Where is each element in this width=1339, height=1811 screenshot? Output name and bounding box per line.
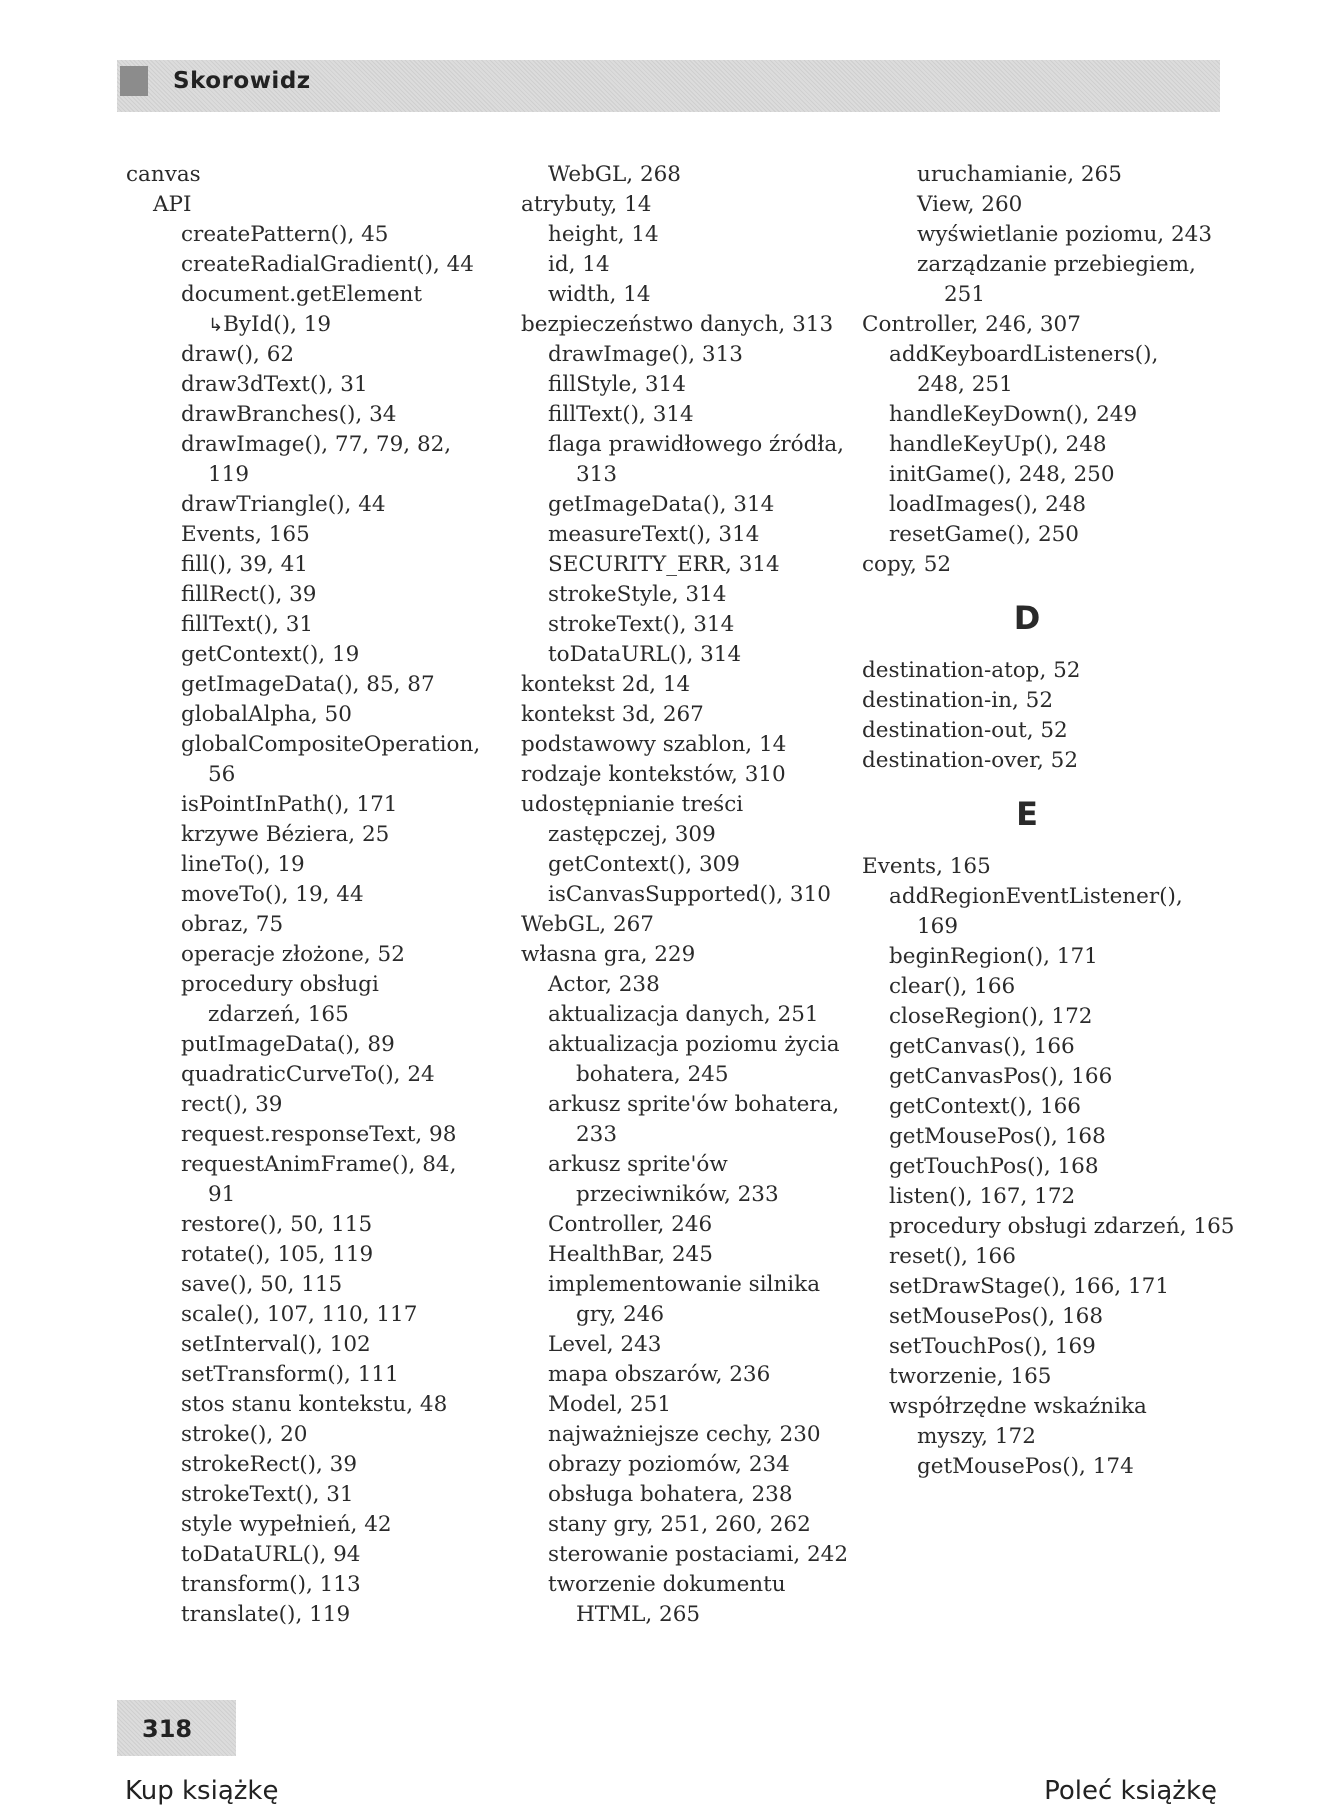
- index-entry-text: HTML, 265: [576, 1602, 701, 1627]
- index-entry: [126, 1270, 476, 1300]
- index-entry-text: draw3dText(), 31: [181, 372, 368, 397]
- index-entry-text: 119: [208, 462, 250, 487]
- buy-book-link[interactable]: Kup książkę: [125, 1776, 279, 1806]
- index-entry-text: procedury obsługi zdarzeń, 165: [889, 1214, 1235, 1239]
- index-column-3: [862, 160, 1235, 1482]
- index-entry: [126, 670, 476, 700]
- index-entry-text: quadraticCurveTo(), 24: [181, 1062, 435, 1087]
- index-entry-text: request.responseText, 98: [181, 1122, 457, 1147]
- index-entry: [126, 1000, 476, 1030]
- index-entry: [521, 1240, 851, 1270]
- index-entry: [521, 700, 851, 730]
- index-entry-text: rotate(), 105, 119: [181, 1242, 374, 1267]
- index-entry-text: style wypełnień, 42: [181, 1512, 392, 1537]
- index-entry: [862, 1032, 1222, 1062]
- index-entry: [126, 310, 476, 340]
- index-entry: [862, 686, 1222, 716]
- index-entry-text: atrybuty, 14: [521, 192, 652, 217]
- index-entry: [126, 1510, 476, 1540]
- index-column-1: [126, 160, 481, 1630]
- index-entry-text: myszy, 172: [917, 1424, 1036, 1449]
- index-entry-text: getTouchPos(), 168: [889, 1154, 1099, 1179]
- index-entry-text: Controller, 246, 307: [862, 312, 1081, 337]
- index-entry: [862, 1182, 1222, 1212]
- index-entry-text: udostępnianie treści: [521, 792, 744, 817]
- index-entry-text: aktualizacja danych, 251: [548, 1002, 819, 1027]
- index-entry-text: ById(), 19: [223, 312, 332, 337]
- index-entry: [126, 280, 476, 310]
- index-entry: [126, 160, 476, 190]
- index-entry: [521, 1360, 851, 1390]
- index-entry-text: arkusz sprite'ów bohatera,: [548, 1092, 840, 1117]
- index-entry-text: getMousePos(), 174: [917, 1454, 1134, 1479]
- index-entry: [521, 730, 851, 760]
- index-entry: [862, 1392, 1222, 1422]
- index-entry: [126, 940, 476, 970]
- index-entry-text: rodzaje kontekstów, 310: [521, 762, 786, 787]
- index-entry-text: wyświetlanie poziomu, 243: [917, 222, 1212, 247]
- index-entry-text: isCanvasSupported(), 310: [548, 882, 831, 907]
- index-entry: [126, 580, 476, 610]
- index-entry: [862, 1302, 1222, 1332]
- index-entry: [862, 746, 1222, 776]
- index-entry-text: SECURITY_ERR, 314: [548, 552, 780, 577]
- index-entry-text: kontekst 2d, 14: [521, 672, 691, 697]
- index-entry: [862, 1452, 1222, 1482]
- index-entry-text: Events, 165: [862, 854, 991, 879]
- index-entry: [862, 1212, 1235, 1242]
- index-entry-text: setTransform(), 111: [181, 1362, 399, 1387]
- index-entry: [521, 400, 851, 430]
- continuation-arrow-icon: ↳: [208, 315, 224, 336]
- section-letter: E: [1016, 795, 1038, 833]
- index-entry-text: mapa obszarów, 236: [548, 1362, 771, 1387]
- index-entry-text: drawImage(), 77, 79, 82,: [181, 432, 452, 457]
- index-entry: [521, 1420, 851, 1450]
- index-entry: [862, 1122, 1222, 1152]
- index-entry-text: lineTo(), 19: [181, 852, 305, 877]
- index-entry-text: measureText(), 314: [548, 522, 760, 547]
- index-entry: [126, 1180, 476, 1210]
- index-entry-text: własna gra, 229: [521, 942, 696, 967]
- index-entry: [862, 1062, 1222, 1092]
- index-entry-text: draw(), 62: [181, 342, 295, 367]
- header-marker: [120, 66, 148, 96]
- index-entry: [126, 1300, 476, 1330]
- index-entry-text: height, 14: [548, 222, 659, 247]
- index-entry: [126, 1420, 476, 1450]
- index-entry-text: Events, 165: [181, 522, 310, 547]
- index-entry-text: transform(), 113: [181, 1572, 361, 1597]
- index-entry-text: implementowanie silnika: [548, 1272, 821, 1297]
- index-entry-text: getContext(), 19: [181, 642, 360, 667]
- index-entry-text: destination-atop, 52: [862, 658, 1081, 683]
- index-entry-text: translate(), 119: [181, 1602, 351, 1627]
- index-entry-text: strokeText(), 31: [181, 1482, 354, 1507]
- index-entry: [521, 1390, 851, 1420]
- index-entry: [862, 1362, 1222, 1392]
- index-entry-text: destination-in, 52: [862, 688, 1054, 713]
- index-entry: [126, 190, 476, 220]
- index-entry-text: getCanvasPos(), 166: [889, 1064, 1113, 1089]
- index-entry-text: stroke(), 20: [181, 1422, 308, 1447]
- index-entry: [126, 1570, 476, 1600]
- index-entry: [126, 1480, 476, 1510]
- index-entry: [521, 910, 851, 940]
- index-entry: [521, 280, 851, 310]
- index-entry-text: restore(), 50, 115: [181, 1212, 373, 1237]
- index-entry: [521, 880, 851, 910]
- index-entry-text: width, 14: [548, 282, 651, 307]
- index-entry-text: Controller, 246: [548, 1212, 713, 1237]
- index-entry: [862, 1332, 1222, 1362]
- index-entry-text: loadImages(), 248: [889, 492, 1087, 517]
- index-entry: [126, 430, 476, 460]
- index-entry-text: strokeStyle, 314: [548, 582, 727, 607]
- index-entry: [126, 760, 476, 790]
- index-entry: [862, 656, 1222, 686]
- index-entry-text: getContext(), 166: [889, 1094, 1081, 1119]
- index-entry: [126, 1330, 476, 1360]
- index-entry: [862, 220, 1222, 250]
- index-entry-text: najważniejsze cechy, 230: [548, 1422, 821, 1447]
- index-entry-text: obraz, 75: [181, 912, 284, 937]
- index-entry: [862, 460, 1222, 490]
- index-entry-text: createRadialGradient(), 44: [181, 252, 474, 277]
- index-entry: [862, 280, 1222, 310]
- index-entry: [862, 1422, 1222, 1452]
- index-entry: [521, 310, 851, 340]
- index-entry-text: destination-out, 52: [862, 718, 1068, 743]
- index-entry-text: bohatera, 245: [576, 1062, 729, 1087]
- index-entry: [862, 190, 1222, 220]
- index-entry: [126, 370, 476, 400]
- index-entry: [126, 550, 476, 580]
- index-entry: [126, 1540, 476, 1570]
- section-letter: D: [1013, 599, 1041, 637]
- index-entry: [126, 970, 476, 1000]
- index-entry-text: globalAlpha, 50: [181, 702, 352, 727]
- index-entry-text: canvas: [126, 162, 201, 187]
- index-entry: [521, 1210, 851, 1240]
- index-entry: [521, 1300, 851, 1330]
- index-entry: [126, 1360, 476, 1390]
- index-entry-text: addKeyboardListeners(),: [889, 342, 1159, 367]
- index-entry: [126, 400, 476, 430]
- index-entry-text: getImageData(), 85, 87: [181, 672, 435, 697]
- index-entry: [126, 1150, 476, 1180]
- index-entry: [126, 640, 476, 670]
- index-entry: [126, 1240, 476, 1270]
- index-entry-text: clear(), 166: [889, 974, 1016, 999]
- index-entry-text: bezpieczeństwo danych, 313: [521, 312, 834, 337]
- index-entry-text: toDataURL(), 314: [548, 642, 742, 667]
- index-entry-text: handleKeyUp(), 248: [889, 432, 1107, 457]
- index-entry: [521, 1510, 851, 1540]
- index-entry: [521, 970, 851, 1000]
- index-entry-text: listen(), 167, 172: [889, 1184, 1076, 1209]
- index-entry-text: drawImage(), 313: [548, 342, 743, 367]
- index-entry: [521, 1060, 851, 1090]
- index-entry: [126, 460, 476, 490]
- index-entry: [521, 1600, 851, 1630]
- index-entry: [521, 1000, 851, 1030]
- index-entry: [521, 580, 851, 610]
- index-entry-text: 248, 251: [917, 372, 1013, 397]
- index-entry: [521, 460, 851, 490]
- index-entry-text: podstawowy szablon, 14: [521, 732, 787, 757]
- index-entry-text: getImageData(), 314: [548, 492, 775, 517]
- index-entry: [521, 490, 851, 520]
- index-entry-text: fillRect(), 39: [181, 582, 317, 607]
- index-entry-text: id, 14: [548, 252, 610, 277]
- index-entry: [521, 670, 851, 700]
- index-entry-text: resetGame(), 250: [889, 522, 1079, 547]
- index-entry-text: stany gry, 251, 260, 262: [548, 1512, 811, 1537]
- index-entry-text: Model, 251: [548, 1392, 672, 1417]
- index-entry: [126, 220, 476, 250]
- index-entry-text: kontekst 3d, 267: [521, 702, 704, 727]
- index-entry-text: reset(), 166: [889, 1244, 1016, 1269]
- index-entry-text: arkusz sprite'ów: [548, 1152, 728, 1177]
- index-entry: [126, 1090, 476, 1120]
- index-entry: [862, 430, 1222, 460]
- index-entry: [862, 310, 1222, 340]
- index-entry-text: 91: [208, 1182, 236, 1207]
- index-entry-text: save(), 50, 115: [181, 1272, 343, 1297]
- index-entry: [862, 1152, 1222, 1182]
- index-entry-text: scale(), 107, 110, 117: [181, 1302, 418, 1327]
- index-entry: [521, 370, 851, 400]
- index-entry: [126, 610, 476, 640]
- index-entry: [862, 1092, 1222, 1122]
- index-entry: [862, 520, 1222, 550]
- index-entry: [862, 370, 1222, 400]
- index-entry: [521, 640, 851, 670]
- index-entry: [521, 790, 851, 820]
- index-entry: [521, 610, 851, 640]
- index-entry-text: document.getElement: [181, 282, 423, 307]
- index-entry-text: 169: [917, 914, 959, 939]
- index-entry-text: putImageData(), 89: [181, 1032, 395, 1057]
- index-entry-text: closeRegion(), 172: [889, 1004, 1093, 1029]
- index-entry: [521, 1030, 851, 1060]
- index-entry-text: Level, 243: [548, 1332, 662, 1357]
- index-entry: [521, 1120, 851, 1150]
- index-entry-text: globalCompositeOperation,: [181, 732, 481, 757]
- index-entry: [862, 1002, 1222, 1032]
- index-entry: [126, 1210, 476, 1240]
- index-entry-text: krzywe Béziera, 25: [181, 822, 390, 847]
- index-entry-text: obsługa bohatera, 238: [548, 1482, 793, 1507]
- index-entry: [862, 912, 1222, 942]
- index-entry: [126, 340, 476, 370]
- index-entry-text: zdarzeń, 165: [208, 1002, 349, 1027]
- index-entry-text: requestAnimFrame(), 84,: [181, 1152, 457, 1177]
- index-entry-text: API: [153, 192, 192, 217]
- index-entry-text: setTouchPos(), 169: [889, 1334, 1096, 1359]
- index-entry: [126, 1390, 476, 1420]
- index-entry-text: stos stanu kontekstu, 48: [181, 1392, 448, 1417]
- index-entry: [862, 250, 1222, 280]
- index-entry: [521, 760, 851, 790]
- index-entry: [126, 1600, 476, 1630]
- index-entry-text: strokeText(), 314: [548, 612, 735, 637]
- index-entry-text: addRegionEventListener(),: [889, 884, 1183, 909]
- index-entry: [126, 1060, 476, 1090]
- index-entry-text: destination-over, 52: [862, 748, 1079, 773]
- index-entry-text: sterowanie postaciami, 242: [548, 1542, 849, 1567]
- index-entry-text: drawTriangle(), 44: [181, 492, 386, 517]
- index-entry-text: createPattern(), 45: [181, 222, 389, 247]
- index-entry: [862, 716, 1222, 746]
- index-entry-text: getMousePos(), 168: [889, 1124, 1106, 1149]
- index-entry-text: setDrawStage(), 166, 171: [889, 1274, 1169, 1299]
- index-entry: [521, 850, 851, 880]
- index-entry-text: 313: [576, 462, 618, 487]
- index-entry-text: initGame(), 248, 250: [889, 462, 1115, 487]
- index-entry-text: setInterval(), 102: [181, 1332, 371, 1357]
- index-entry-text: uruchamianie, 265: [917, 162, 1122, 187]
- index-entry: [126, 850, 476, 880]
- index-entry: [126, 790, 476, 820]
- index-entry-text: WebGL, 268: [548, 162, 681, 187]
- index-entry-text: procedury obsługi: [181, 972, 379, 997]
- index-entry: [521, 1540, 851, 1570]
- index-entry-text: View, 260: [917, 192, 1023, 217]
- index-entry: [862, 160, 1222, 190]
- index-entry-text: fillStyle, 314: [548, 372, 686, 397]
- index-entry-text: 56: [208, 762, 236, 787]
- index-entry: [521, 820, 851, 850]
- index-entry: [521, 1090, 851, 1120]
- index-entry-text: fillText(), 314: [548, 402, 694, 427]
- index-entry-text: fill(), 39, 41: [181, 552, 308, 577]
- index-entry: [126, 520, 476, 550]
- index-entry-text: setMousePos(), 168: [889, 1304, 1104, 1329]
- index-entry-text: gry, 246: [576, 1302, 665, 1327]
- index-entry-text: rect(), 39: [181, 1092, 283, 1117]
- index-entry: [126, 880, 476, 910]
- index-entry-text: zastępczej, 309: [548, 822, 716, 847]
- index-entry: [521, 250, 851, 280]
- index-entry-text: getContext(), 309: [548, 852, 740, 877]
- page-title: Skorowidz: [173, 68, 311, 94]
- index-entry: [521, 1270, 851, 1300]
- index-entry-text: aktualizacja poziomu życia: [548, 1032, 840, 1057]
- index-entry-text: drawBranches(), 34: [181, 402, 397, 427]
- index-entry-text: 251: [944, 282, 986, 307]
- index-entry: [862, 400, 1222, 430]
- index-entry-text: obrazy poziomów, 234: [548, 1452, 790, 1477]
- index-entry: [521, 1480, 851, 1510]
- index-entry: [521, 1450, 851, 1480]
- index-entry-text: handleKeyDown(), 249: [889, 402, 1138, 427]
- index-entry: [126, 910, 476, 940]
- index-entry-text: przeciwników, 233: [576, 1182, 779, 1207]
- index-entry: [521, 340, 851, 370]
- index-entry: [521, 1330, 851, 1360]
- index-entry: [862, 490, 1222, 520]
- index-entry: [126, 1120, 476, 1150]
- index-entry-text: toDataURL(), 94: [181, 1542, 361, 1567]
- index-entry: [521, 220, 851, 250]
- index-entry-text: 233: [576, 1122, 618, 1147]
- index-entry-text: WebGL, 267: [521, 912, 654, 937]
- index-entry-text: getCanvas(), 166: [889, 1034, 1075, 1059]
- index-entry-text: Actor, 238: [548, 972, 660, 997]
- index-entry: [126, 1450, 476, 1480]
- index-entry: [521, 1150, 851, 1180]
- index-entry: [521, 190, 851, 220]
- index-entry-text: copy, 52: [862, 552, 952, 577]
- index-entry: [521, 430, 851, 460]
- index-entry-text: tworzenie, 165: [889, 1364, 1052, 1389]
- index-entry-text: strokeRect(), 39: [181, 1452, 358, 1477]
- index-entry: [862, 1242, 1222, 1272]
- index-entry-text: isPointInPath(), 171: [181, 792, 398, 817]
- index-entry: [126, 730, 481, 760]
- index-entry: [521, 520, 851, 550]
- index-entry-text: współrzędne wskaźnika: [889, 1394, 1147, 1419]
- index-column-2: [521, 160, 851, 1630]
- index-entry-text: HealthBar, 245: [548, 1242, 713, 1267]
- index-entry-text: zarządzanie przebiegiem,: [917, 252, 1196, 277]
- index-entry-text: operacje złożone, 52: [181, 942, 405, 967]
- index-entry: [521, 1570, 851, 1600]
- index-entry: [862, 340, 1222, 370]
- index-entry: [862, 550, 1222, 580]
- recommend-book-link[interactable]: Poleć książkę: [1044, 1776, 1217, 1806]
- index-entry: [126, 490, 476, 520]
- index-entry: [862, 942, 1222, 972]
- page-number: 318: [142, 1715, 193, 1743]
- index-entry: [126, 250, 476, 280]
- index-entry: [862, 972, 1222, 1002]
- index-entry: [862, 882, 1222, 912]
- index-entry: [521, 550, 851, 580]
- index-entry: [126, 820, 476, 850]
- index-entry: [126, 1030, 476, 1060]
- index-entry: [521, 1180, 851, 1210]
- index-entry: [521, 160, 851, 190]
- index-entry: [521, 940, 851, 970]
- index-entry-text: tworzenie dokumentu: [548, 1572, 786, 1597]
- index-entry-text: fillText(), 31: [181, 612, 314, 637]
- index-entry: [862, 852, 1222, 882]
- index-entry: [126, 700, 476, 730]
- index-entry-text: moveTo(), 19, 44: [181, 882, 364, 907]
- index-entry: [862, 1272, 1222, 1302]
- index-entry-text: beginRegion(), 171: [889, 944, 1098, 969]
- index-entry-text: flaga prawidłowego źródła,: [548, 432, 844, 457]
